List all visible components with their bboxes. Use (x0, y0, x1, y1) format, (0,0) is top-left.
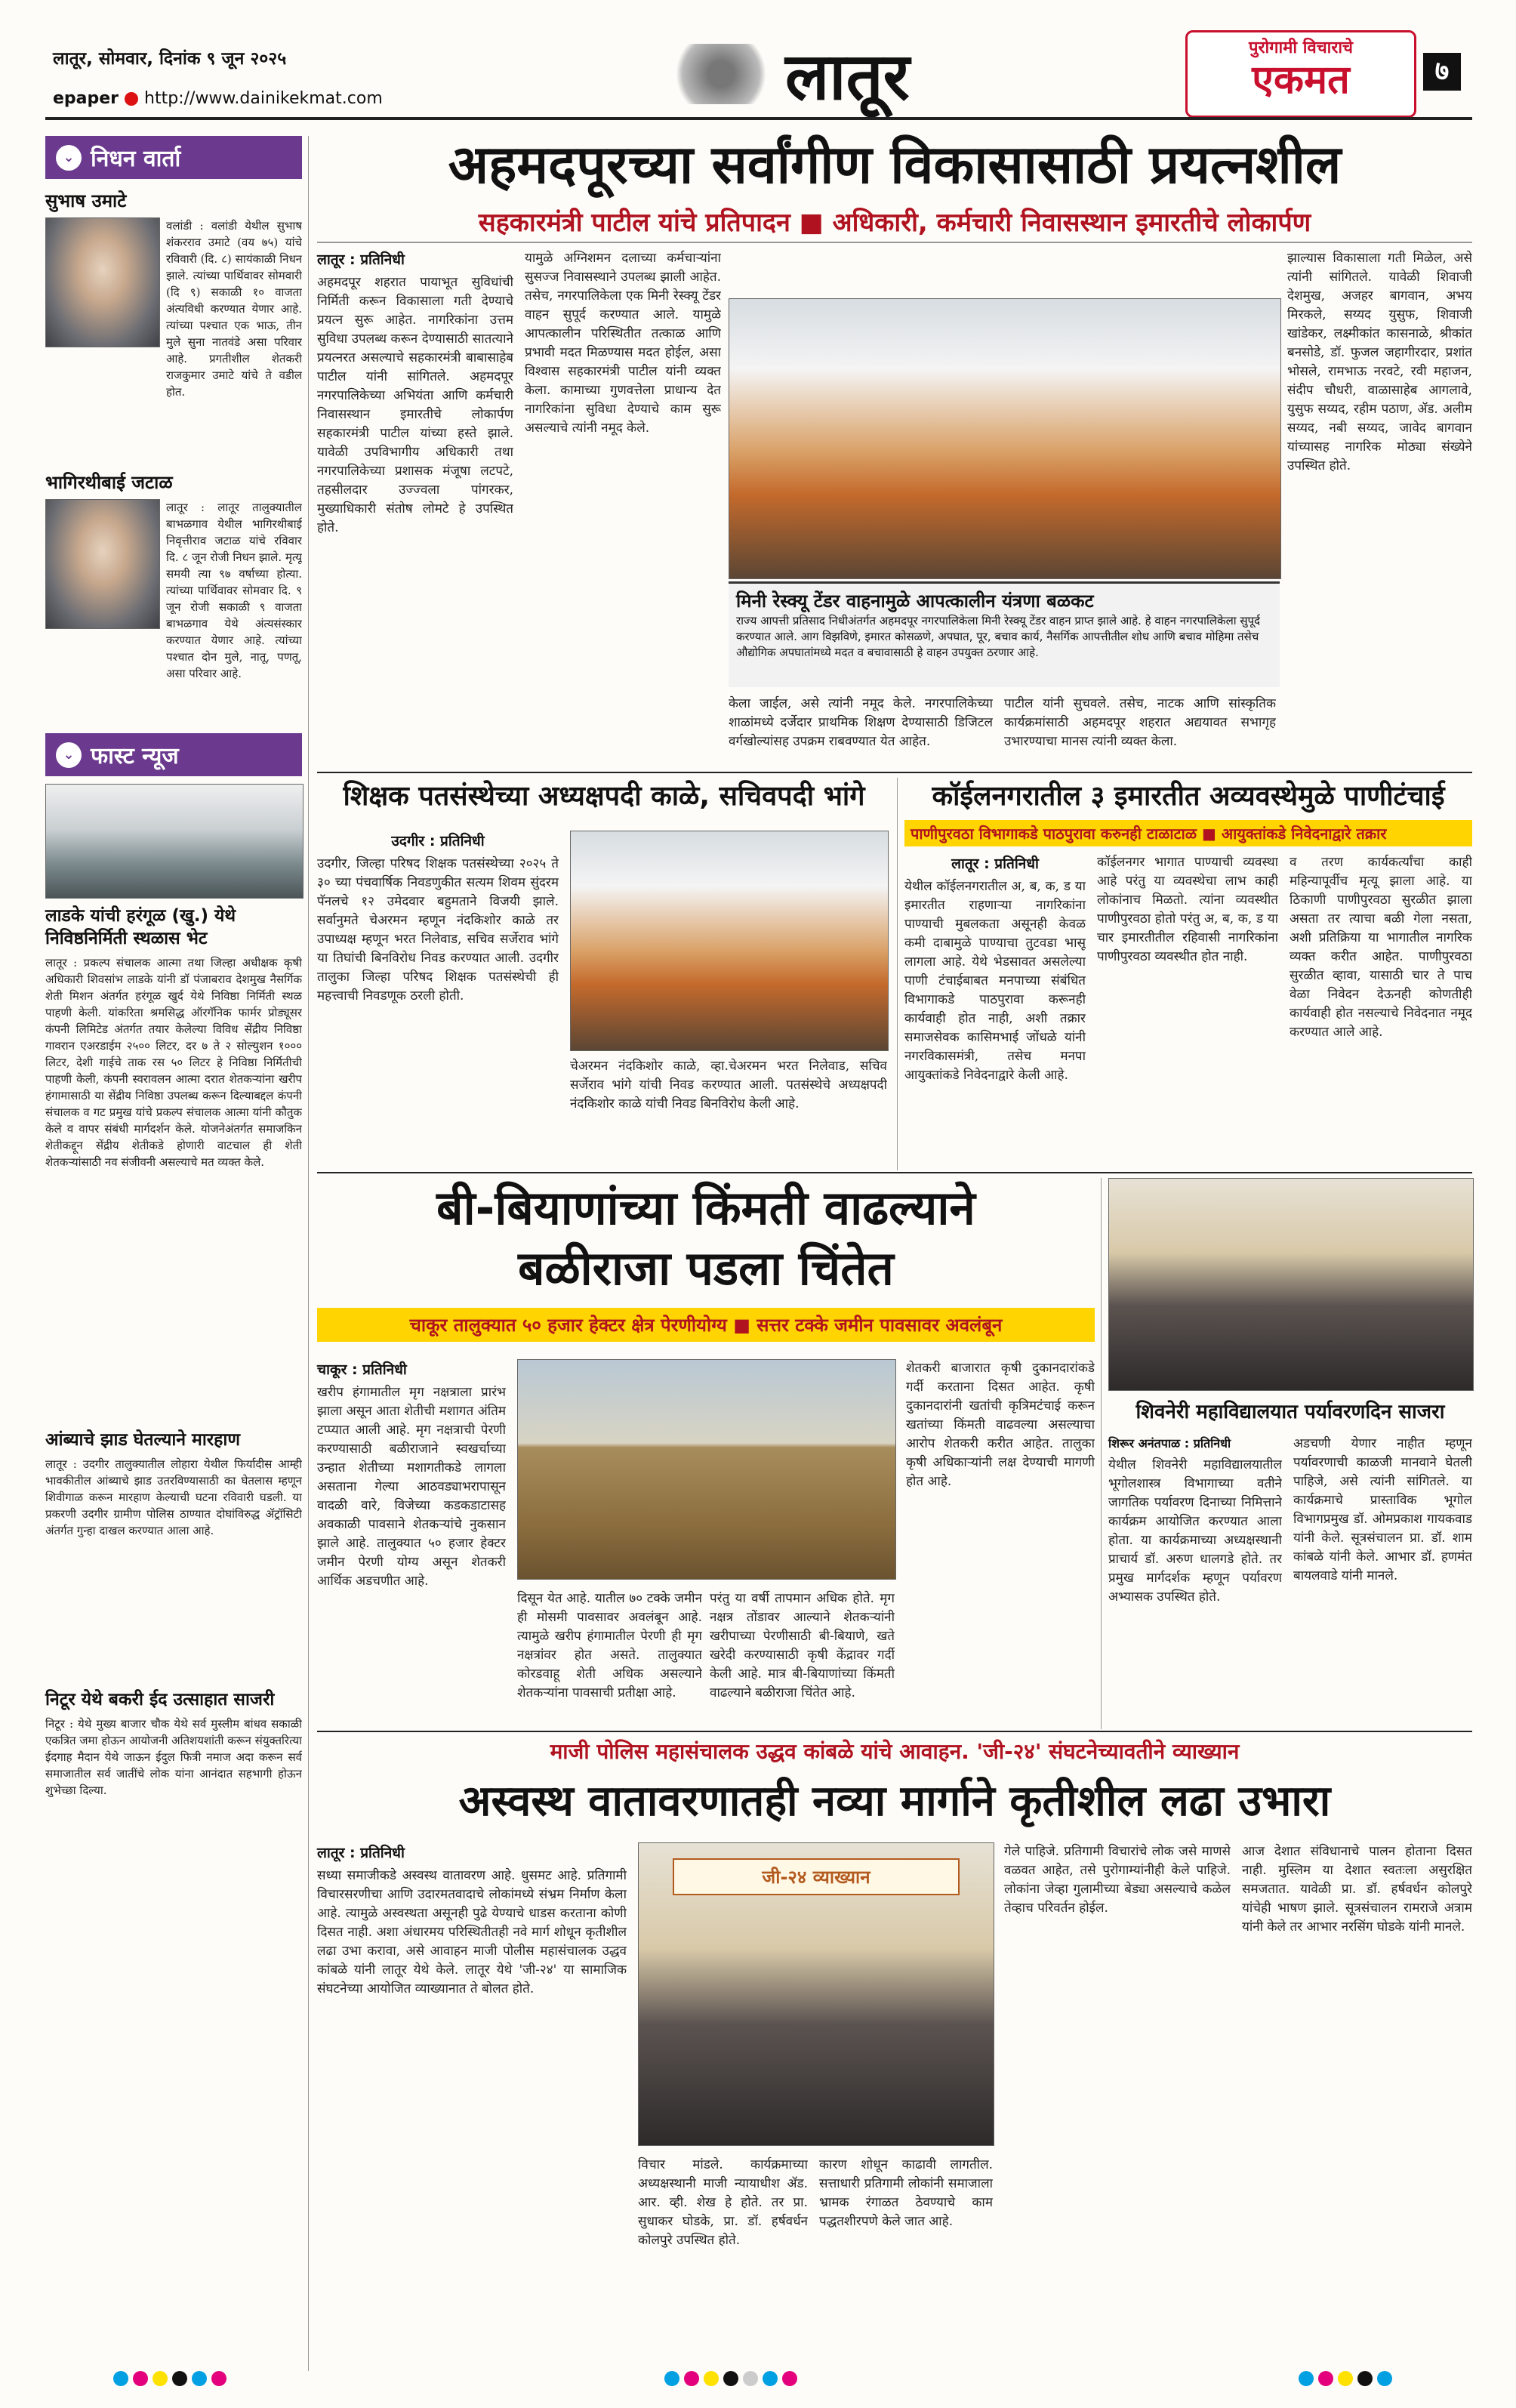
obit1-photo (45, 217, 160, 347)
lead-caption (729, 581, 1280, 687)
story6-photo-banner: जी-२४ व्याख्यान (673, 1858, 960, 1895)
story5-headline: शिवनेरी महाविद्यालयात पर्यावरणदिन साजरा (1135, 1401, 1445, 1423)
brand-tagline: पुरोगामी विचाराचे (1248, 39, 1354, 57)
story2-photo (570, 831, 889, 1051)
lead-bottom-rule (317, 772, 1472, 773)
story3-headline: कॉईलनगरातील ३ इमारतीत अव्यवस्थेमुळे पाणीटंचाई (932, 781, 1445, 812)
mid-rule (317, 1172, 1472, 1173)
story4-byline: चाकूर : प्रतिनिधी (317, 1361, 407, 1378)
lead-rule (317, 242, 1472, 243)
brand-name: एकमत (1252, 57, 1350, 103)
seed-price-story (317, 1178, 1095, 1729)
teacher-society-story (317, 778, 891, 1170)
story5-photo (1108, 1178, 1474, 1391)
chevron-down-icon: ⌄ (56, 145, 82, 171)
registration-marks-center (664, 2371, 797, 2386)
story2-col1: उदगीर, जिल्हा परिषद शिक्षक पतसंस्थेच्या २०२५ ते ३० च्या पंचवार्षिक निवडणुकीत सत्यम शिवम सुंदरम पॅनलचे १२ उमेदवार बहुमताने विजयी झाले. सर्वानुमते चेअरमन म्हणून नंदकिशोर काळे तर उपाध्यक्ष म्हणून भरत निलेवाड, सचिव सर्जेराव भांगे या तिघांची बिनविरोध निवड करण्यात आली. उदगीर तालुका जिल्हा परिषद शिक्षक पतसंस्थेची ही महत्त्वाची निवडणूक ठरली होती. (317, 856, 559, 1004)
lead-byline: लातूर : प्रतिनिधी (317, 251, 405, 268)
lecture-story (317, 1737, 1472, 2341)
section-title: लातूर (785, 39, 910, 115)
story5-byline: शिरूर अनंतपाळ : प्रतिनिधी (1108, 1436, 1231, 1451)
masthead-rule (45, 117, 1472, 120)
story6-kicker: माजी पोलिस महासंचालक उद्धव कांबळे यांचे आवाहन. 'जी-२४' संघटनेच्यावतीने व्याख्यान (550, 1739, 1240, 1764)
registration-marks-right (1299, 2371, 1392, 2386)
fast1-text: लातूर : प्रकल्प संचालक आत्मा तथा जिल्हा अधीक्षक कृषी अधिकारी शिवसांभ लाडके यांनी डॉ पंजाबराव देशमुख नैसर्गिक शेती मिशन अंतर्गत हरंगूळ खुर्द येथे निविष्ठा निर्मिती स्थळ पाहणी केली. यांकरिता श्रमसिद्ध ऑरगॅनिक फार्मर प्रोड्यूसर कंपनी लिमिटेड अंतर्गत तयार केलेल्या विविध सेंद्रीय निविष्ठा गावरान एअरडाईम २५०० लिटर, दर ७ ते २ सोल्युशन १००० लिटर, देशी गाईचे ताक रस ५० लिटर हे निविष्ठा निर्मितीची पाहणी केली, कंपनी स्वरावलन आत्मा दरात शेतकऱ्यांना खरीप हंगामासाठी या सेंद्रीय निविष्ठा उपलब्ध करून दिल्याबद्दल कंपनी संचालक व गट प्रमुख यांचे प्रकल्प संचालक आत्मा यांनी कौतुक केले व वापर संबंधी मार्गदर्शन केले. योजनेअंतर्गत समाजकिन शेतीकद्दून सेंद्रीय शेतीकडे होणारी वाटचाल ही शेती शेतकऱ्यांसाठी नव संजीवनी असल्याचे मत व्यक्त केले. (45, 956, 302, 1169)
story5-col1: येथील शिवनेरी महाविद्यालयातील भूगोलशास्त्र विभागाच्या वतीने जागतिक पर्यावरण दिनाच्या निमित्ताने कार्यक्रम आयोजित करण्यात आला होता. या कार्यक्रमाच्या अध्यक्षस्थानी प्राचार्य डॉ. अरुण धालगडे होते. तर प्रमुख मार्गदर्शक म्हणून पर्यावरण अभ्यासक उपस्थित होते. (1108, 1457, 1282, 1605)
story6-byline: लातूर : प्रतिनिधी (317, 1845, 405, 1861)
lead-story (317, 128, 1472, 770)
fast1-photo (45, 784, 304, 899)
story3-col3: व तरण कार्यकर्त्यांचा काही महिन्यापूर्वीच मृत्यू झाला आहे. या ठिकाणी पाणीपुरवठा सुरळीत झाला असता तर त्याचा बळी गेला नसता, अशी प्रतिक्रिया या भागातील नागरिक व्यक्त करीत आहेत. पाणीपुरवठा सुरळीत व्हावा, यासाठी चार ते पाच वेळा निवेदन देऊनही कोणतीही कार्यवाही होत नसल्याचे निवेदनात नमूद करण्यात आले आहे. (1290, 855, 1472, 1040)
story6-headline: अस्वस्थ वातावरणातही नव्या मार्गाने कृतीशील लढा उभारा (458, 1777, 1331, 1826)
obit2-text: लातूर : लातूर तालुक्यातील बाभळगाव येथील भागिरथीबाई निवृत्तीराव जटाळ यांचे रविवार दि. ८ जून रोजी निधन झाले. मृत्यू समयी त्या ९७ वर्षाच्या होत्या. त्यांच्या पार्थिवावर सोमवार दि. ९ जून रोजी सकाळी ९ वाजता बाभळगाव येथे अंत्यसंस्कार करण्यात येणार आहे. त्यांच्या पश्चात दोन मुले, नातू, पणतू, असा परिवार आहे. (166, 501, 302, 680)
story3-col1: येथील कॉईलनगरातील अ, ब, क, ड या इमारतीत राहणाऱ्या नागरिकांना पाण्याची मुबलकता असूनही केवळ कमी दाबामुळे पाण्याचा तुटवडा भासू लागला आहे. येथे भेडसावत असलेल्या पाणी टंचाईबाबत मनपाच्या संबंधित विभागाकडे पाठपुरावा करूनही कार्यवाही होत नाही, अशी तक्रार समाजसेवक कासिमभाई जोंधळे यांनी नगरविकासमंत्री, तसेच मनपा आयुक्तांकडे निवेदनाद्वारे केली आहे. (904, 879, 1086, 1083)
story4-col1: खरीप हंगामातील मृग नक्षत्राला प्रारंभ झाला असून आता शेतीची मशागत अंतिम टप्प्यात आली आहे. मृग नक्षत्राची पेरणी करण्यासाठी बळीराजाने स्वखर्चाच्या उन्हात शेतीच्या मशागतीकडे लागला असताना गेल्या आठवड्याभरापासून वादळी वारे, विजेच्या कडकडाटासह अवकाळी पावसाने शेतकऱ्यांचे नुकसान झाले आहे. तालुक्यात ५० हजार हेक्टर जमीन पेरणी योग्य असून शेतकरी आर्थिक अडचणीत आहे. (317, 1385, 506, 1589)
obit1-text: वलांडी : वलांडी येथील सुभाष शंकरराव उमाटे (वय ७५) यांचे रविवारी (दि. ८) सायंकाळी निधन झाले. त्यांच्या पार्थिवावर सोमवारी (दि ९) सकाळी १० वाजता अंत्यविधी करण्यात येणार आहे. त्यांच्या पश्चात एक भाऊ, तीन मुले सुना नातवंडे असा परिवार आहे. प्रगतीशील शेतकरी राजकुमार उमाटे यांचे ते वडील होत. (166, 219, 302, 399)
section-logo-icon (664, 44, 778, 104)
obit2-name: भागिरथीबाई जटाळ (45, 472, 173, 493)
story2-headline: शिक्षक पतसंस्थेच्या अध्यक्षपदी काळे, सचिवपदी भांगे (343, 781, 865, 812)
registration-marks-left (113, 2371, 226, 2386)
lead-caption-title: मिनी रेस्क्यू टेंडर वाहनामुळे आपत्कालीन यंत्रणा बळकट (736, 590, 1094, 612)
lead-photo (729, 298, 1281, 579)
story4-divider (1101, 1178, 1102, 1729)
story5-col2: अडचणी येणार नाहीत म्हणून पर्यावरणाची काळजी मानवाने घेतली पाहिजे, असे त्यांनी सांगितले. या कार्यक्रमाचे प्रास्ताविक भूगोल विभागप्रमुख डॉ. ओमप्रकाश गायकवाड यांनी केले. सूत्रसंचालन प्रा. डॉ. शाम कांबळे यांनी केले. आभार डॉ. हणमंत बायलवाडे यांनी मानले. (1293, 1436, 1472, 1583)
lead-subhead: सहकारमंत्री पाटील यांचे प्रतिपादन ■ अधिकारी, कर्मचारी निवासस्थान इमारतीचे लोकार्पण (478, 208, 1311, 238)
lead-col2: यामुळे अग्निशमन दलाच्या कर्मचाऱ्यांना सुसज्ज निवासस्थाने उपलब्ध झाली आहेत. तसेच, नगरपालिकेला एक मिनी रेस्क्यू टेंडर वाहन सुपूर्द करण्यात आले. यामुळे आपत्कालीन परिस्थितीत तत्काळ आणि प्रभावी मदत मिळण्यास मदत होईल, असा विश्वास सहकारमंत्री पाटील यांनी व्यक्त केला. कामाच्या गुणवत्तेला प्राधान्य देत नागरिकांना सुविधा देण्याचे काम सुरू असल्याचे त्यांनी नमूद केले. (525, 251, 721, 436)
story4-col2: दिसून येत आहे. यातील ७० टक्के जमीन ही मोसमी पावसावर अवलंबून आहे. त्यामुळे खरीप हंगामातील पेरणी ही मृग नक्षत्रांवर होत असते. तालुक्यात कोरडवाहू शेती अधिक असल्याने शेतकऱ्यांना पावसाची प्रतीक्षा आहे. (517, 1591, 702, 1700)
lead-col1: अहमदपूर शहरात पायाभूत सुविधांची निर्मिती करून विकासाला गती देण्याचे प्रयत्न सुरू आहेत. नागरिकांना उत्तम सुविधा उपलब्ध करून देण्यासाठी सातत्याने प्रयत्नरत असल्याचे सहकारमंत्री बाबासाहेब पाटील यांनी सांगितले. अहमदपूर नगरपालिकेच्या अभियंता आणि कर्मचारी निवासस्थान इमारतीचे लोकार्पण सहकारमंत्री पाटील यांच्या हस्ते झाले. यावेळी उपविभागीय अधिकारी तथा नगरपालिकेच्या प्रशासक मंजूषा लटपटे, तहसीलदार उज्ज्वला पांगरकर, मुख्याधिकारी संतोष लोमटे हे उपस्थित होते. (317, 275, 513, 535)
obit1-name: सुभाष उमाटे (45, 190, 127, 211)
lead-headline: अहमदपूरच्या सर्वांगीण विकासासाठी प्रयत्नशील (448, 134, 1342, 196)
dateline: लातूर, सोमवार, दिनांक ९ जून २०२५ (53, 49, 287, 69)
story6-col1: सध्या समाजीकडे अस्वस्थ वातावरण आहे. धुसमट आहे. प्रतिगामी विचारसरणीचा आणि उदारमतवादाचे लोकांमध्ये संभ्रम निर्माण केला आहे. त्यामुळे अस्वस्थता असूनही पुढे येण्याचे धाडस करताना कोणी दिसत नाही. अशा अंधारमय परिस्थितीतही नवे मार्ग शोधून कृतीशील लढा उभा करावा, असे आवाहन माजी पोलीस महासंचालक उद्धव कांबळे यांनी लातूर येथे केले. लातूर येथे 'जी-२४' या सामाजिक संघटनेच्या आयोजित व्याख्यानात ते बोलत होते. (317, 1868, 627, 1996)
fast-news-header: ⌄ फास्ट न्यूज (45, 733, 302, 776)
lead-col3: केला जाईल, असे त्यांनी नमूद केले. नगरपालिकेच्या शाळांमध्ये दर्जेदार प्राथमिक शिक्षण देण्यासाठी डिजिटल वर्गखोल्यांसह उपक्रम राबवण्यात येत आहेत. (729, 696, 993, 749)
story3-byline: लातूर : प्रतिनिधी (951, 856, 1039, 872)
sidebar-divider (308, 136, 309, 2371)
story6-photo (638, 1842, 994, 2146)
lead-caption-text: राज्य आपत्ती प्रतिसाद निधीअंतर्गत अहमदपूर नगरपालिकेला मिनी रेस्क्यू टेंडर वाहन प्राप्त झाले आहे. हे वाहन नगरपालिकेला सुपूर्द करण्यात आले. आग विझविणे, इमारत कोसळणे, अपघात, पूर, बचाव कार्य, नैसर्गिक आपत्तीतील शोध आणि बचाव मोहिमा तसेच औद्योगिक अपघातांमध्ये मदत व बचावासाठी हे वाहन उपयुक्त ठरणार आहे. (736, 614, 1261, 659)
fast3-text: निटूर : येथे मुख्य बाजार चौक येथे सर्व मुस्लीम बांधव सकाळी एकत्रित जमा होऊन आयोजनी अतिशयशांती करून संयुक्तरित्या ईदगाह मैदान येथे जाऊन ईदुल फित्री नमाज अदा करून सर्व समाजातील सर्व जातींचे लोक यांना आनंदात सहभागी होऊन शुभेच्छा दिल्या. (45, 1717, 302, 1797)
epaper-link[interactable]: epaper http://www.dainikekmat.com (53, 89, 383, 108)
fast2-text: लातूर : उदगीर तालुक्यातील लोहारा येथील फिर्यादीस आम्ही भावकीतील आंब्याचे झाड उतरविण्यासाठी का घेतलास म्हणून शिवीगाळ करून मारहाण केल्याची घटना रविवारी घडली. या प्रकरणी उदगीर ग्रामीण पोलिस ठाण्यात दोघांविरुद्ध ॲट्रॉसिटी अंतर्गत गुन्हा दाखल करण्यात आला आहे. (45, 1457, 302, 1537)
water-shortage-story (904, 778, 1472, 1170)
chevron-down-icon: ⌄ (56, 742, 82, 768)
story2-caption: चेअरमन नंदकिशोर काळे, व्हा.चेअरमन भरत निलेवाड, सचिव सर्जेराव भांगे यांची निवड करण्यात आली. पतसंस्थेचे अध्यक्षपदी नंदकिशोर काळे यांची निवड बिनविरोध केली आहे. (570, 1059, 887, 1112)
lead-col4: पाटील यांनी सुचवले. तसेच, नाटक आणि सांस्कृतिक कार्यक्रमांसाठी अहमदपूर शहरात अद्ययावत सभागृह उभारण्याचा मानस त्यांनी व्यक्त केला. (1004, 696, 1276, 749)
fast2-title: आंब्याचे झाड घेतल्याने मारहाण (45, 1430, 240, 1450)
story4-headline-1: बी-बियाणांच्या किंमती वाढल्याने (436, 1180, 975, 1235)
story2-divider (897, 778, 898, 1170)
story6-col3: कारण शोधून काढावी लागतील. सत्ताधारी प्रतिगामी लोकांनी समाजाला भ्रामक रंगाळत ठेवण्याचे काम पद्धतशीरपणे केले जात आहे. (819, 2157, 993, 2229)
story4-col4: शेतकरी बाजारात कृषी दुकानदारांकडे गर्दी करताना दिसत आहेत. कृषी दुकानदारांनी खतांची कृत्रिमटंचाई करून खतांच्या किंमती वाढवल्या असल्याचा आरोप शेतकरी करीत आहेत. तालुका कृषी अधिकाऱ्यांनी लक्ष देण्याची मागणी होत आहे. (906, 1361, 1095, 1489)
story4-col3: परंतु या वर्षी तापमान अधिक होते. मृग नक्षत्र तोंडावर आल्याने शेतकऱ्यांनी खरीपाच्या पेरणीसाठी बी-बियाणे, खते खरेदी करण्यासाठी कृषी केंद्रावर गर्दी केली आहे. मात्र बी-बियाणांच्या किंमती वाढल्याने बळीराजा चिंतेत आहे. (710, 1591, 895, 1700)
story4-banner: चाकूर तालुक्यात ५० हजार हेक्टर क्षेत्र पेरणीयोग्य ■ सत्तर टक्के जमीन पावसावर अवलंबून (317, 1308, 1095, 1342)
obit2-photo (45, 499, 160, 629)
story6-col2: विचार मांडले. कार्यक्रमाच्या अध्यक्षस्थानी माजी न्यायाधीश ॲड. आर. व्ही. शेख हे होते. तर प्रा. सुधाकर घोडके, प्रा. डॉ. हर्षवर्धन कोलपुरे उपस्थित होते. (638, 2157, 808, 2248)
sidebar (45, 136, 302, 2371)
story6-col5: आज देशात संविधानाचे पालन होताना दिसत नाही. मुस्लिम या देशात स्वतःला असुरक्षित समजतात. यावेळी प्रा. डॉ. हर्षवर्धन कोलपुरे यांचेही भाषण झाले. सूत्रसंचालन रामराजे अत्राम यांनी केले तर आभार नरसिंग घोडके यांनी मानले. (1242, 1844, 1472, 1935)
obituary-header: ⌄ निधन वार्ता (45, 136, 302, 179)
story6-col4: गेले पाहिजे. प्रतिगामी विचारांचे लोक जसे माणसे वळवत आहेत, तसे पुरोगाम्यांनीही केले पाहिजे. लोकांना जेव्हा गुलामीच्या बेड्या असल्याचे कळेल तेव्हाच परिवर्तन होईल. (1004, 1844, 1231, 1916)
story2-byline: उदगीर : प्रतिनिधी (391, 833, 485, 849)
fast3-title: निटूर येथे बकरी ईद उत्साहात साजरी (45, 1690, 275, 1710)
page-number: ७ (1423, 53, 1461, 91)
lead-col5: झाल्यास विकासाला गती मिळेल, असे त्यांनी सांगितले. यावेळी शिवाजी देशमुख, अजहर बागवान, अभय मिरकले, सय्यद युसुफ, शिवाजी खांडेकर, लक्ष्मीकांत कासनाळे, श्रीकांत बनसोडे, डॉ. फुजल जहागीरदार, प्रशांत भोसले, रामभाऊ नरवटे, रवी महाजन, संदीप चौधरी, वाळासाहेब आगलावे, युसुफ सय्यद, रहीम पठाण, ॲड. अलीम सय्यद, नबी सय्यद, जावेद बागवान यांच्यासह नागरिक मोठ्या संख्येने उपस्थित होते. (1287, 251, 1472, 473)
lower-rule (317, 1731, 1472, 1732)
story4-headline-2: बळीराजा पडला चिंतेत (518, 1241, 894, 1296)
fast1-title: लाडके यांची हरंगूळ (खु.) येथे निविष्ठनिर्मिती स्थळास भेट (45, 906, 236, 948)
globe-icon (125, 92, 138, 106)
brand-logo (1185, 30, 1416, 118)
story3-banner: पाणीपुरवठा विभागाकडे पाठपुरावा करुनही टाळाटाळ ■ आयुक्तांकडे निवेदनाद्वारे तक्रार (904, 820, 1472, 846)
story3-col2: कॉईलनगर भागात पाण्याची व्यवस्था आहे परंतु या व्यवस्थेचा लाभ काही लोकांनाच मिळतो. त्यांना व्यवस्थीत पाणीपुरवठा होतो परंतु अ, ब, क, ड या चार इमारतीतील रहिवासी नागरिकांना पाणीपुरवठा व्यवस्थीत होत नाही. (1097, 855, 1278, 964)
masthead (0, 0, 1516, 121)
environment-day-story (1108, 1178, 1472, 1729)
story4-photo (517, 1359, 896, 1580)
